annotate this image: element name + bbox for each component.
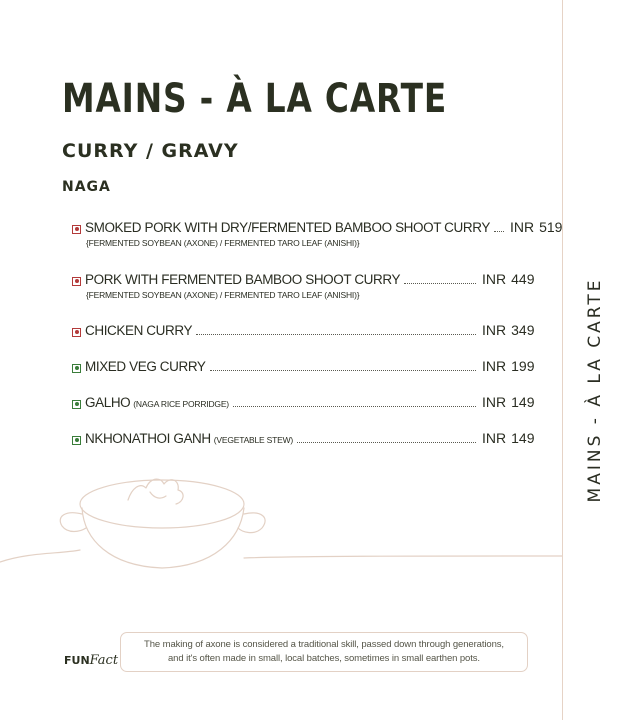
item-name: MIXED VEG CURRY xyxy=(85,359,206,374)
item-amount: 149 xyxy=(511,430,535,446)
item-description: {FERMENTED SOYBEAN (AXONE) / FERMENTED TARO LEAF (ANISHI)} xyxy=(86,238,360,248)
dotted-leader xyxy=(297,442,476,443)
item-amount: 199 xyxy=(511,358,535,374)
item-description: {FERMENTED SOYBEAN (AXONE) / FERMENTED TARO LEAF (ANISHI)} xyxy=(86,290,360,300)
item-name: CHICKEN CURRY xyxy=(85,323,193,338)
dotted-leader xyxy=(494,231,504,232)
pot-illustration xyxy=(0,470,562,580)
menu-item xyxy=(72,322,535,340)
item-note: (NAGA RICE PORRIDGE) xyxy=(133,399,229,409)
item-name: GALHO xyxy=(85,395,131,410)
menu-item xyxy=(72,394,535,412)
item-price xyxy=(482,358,535,374)
vertical-divider xyxy=(562,0,563,720)
veg-icon xyxy=(72,436,81,445)
veg-icon xyxy=(72,364,81,373)
item-amount: 519 xyxy=(539,219,563,235)
item-amount: 149 xyxy=(511,394,535,410)
item-amount: 349 xyxy=(511,322,535,338)
item-currency: INR xyxy=(509,219,535,235)
item-name: NKHONATHOI GANH xyxy=(85,431,211,446)
non-veg-icon xyxy=(72,277,81,286)
region-heading: NAGA xyxy=(62,179,111,195)
section-subtitle: CURRY / GRAVY xyxy=(62,140,239,162)
item-price xyxy=(482,322,535,338)
item-name: SMOKED PORK WITH DRY/FERMENTED BAMBOO SHOOT CURRY xyxy=(85,220,490,235)
non-veg-icon xyxy=(72,328,81,337)
menu-item xyxy=(72,430,535,448)
menu-item xyxy=(72,219,563,248)
dotted-leader xyxy=(233,406,476,407)
item-name: PORK WITH FERMENTED BAMBOO SHOOT CURRY xyxy=(85,272,401,287)
item-price xyxy=(509,219,563,235)
item-currency: INR xyxy=(482,358,507,374)
item-price xyxy=(482,271,535,287)
fun-fact-box xyxy=(120,632,528,672)
dotted-leader xyxy=(196,334,476,335)
fun-fact-text: The making of axone is considered a traditional skill, passed down through generations, and it's often made in small, local batches, sometimes in small earthen pots. xyxy=(144,639,504,664)
menu-item xyxy=(72,271,535,300)
dotted-leader xyxy=(210,370,476,371)
item-amount: 449 xyxy=(511,271,535,287)
veg-icon xyxy=(72,400,81,409)
item-price xyxy=(482,430,535,446)
item-currency: INR xyxy=(482,271,507,287)
item-currency: INR xyxy=(482,430,507,446)
item-currency: INR xyxy=(482,394,507,410)
fun-fact-label xyxy=(64,653,118,668)
fun-fact-label-script: Fact xyxy=(89,653,119,668)
page-title: MAINS - À LA CARTE xyxy=(62,76,448,122)
fun-fact-label-bold: FUN xyxy=(64,654,90,667)
side-title: MAINS - À LA CARTE xyxy=(585,277,605,503)
item-note: (VEGETABLE STEW) xyxy=(213,435,294,445)
menu-item xyxy=(72,358,535,376)
non-veg-icon xyxy=(72,225,81,234)
item-currency: INR xyxy=(482,322,507,338)
item-price xyxy=(482,394,535,410)
dotted-leader xyxy=(404,283,476,284)
